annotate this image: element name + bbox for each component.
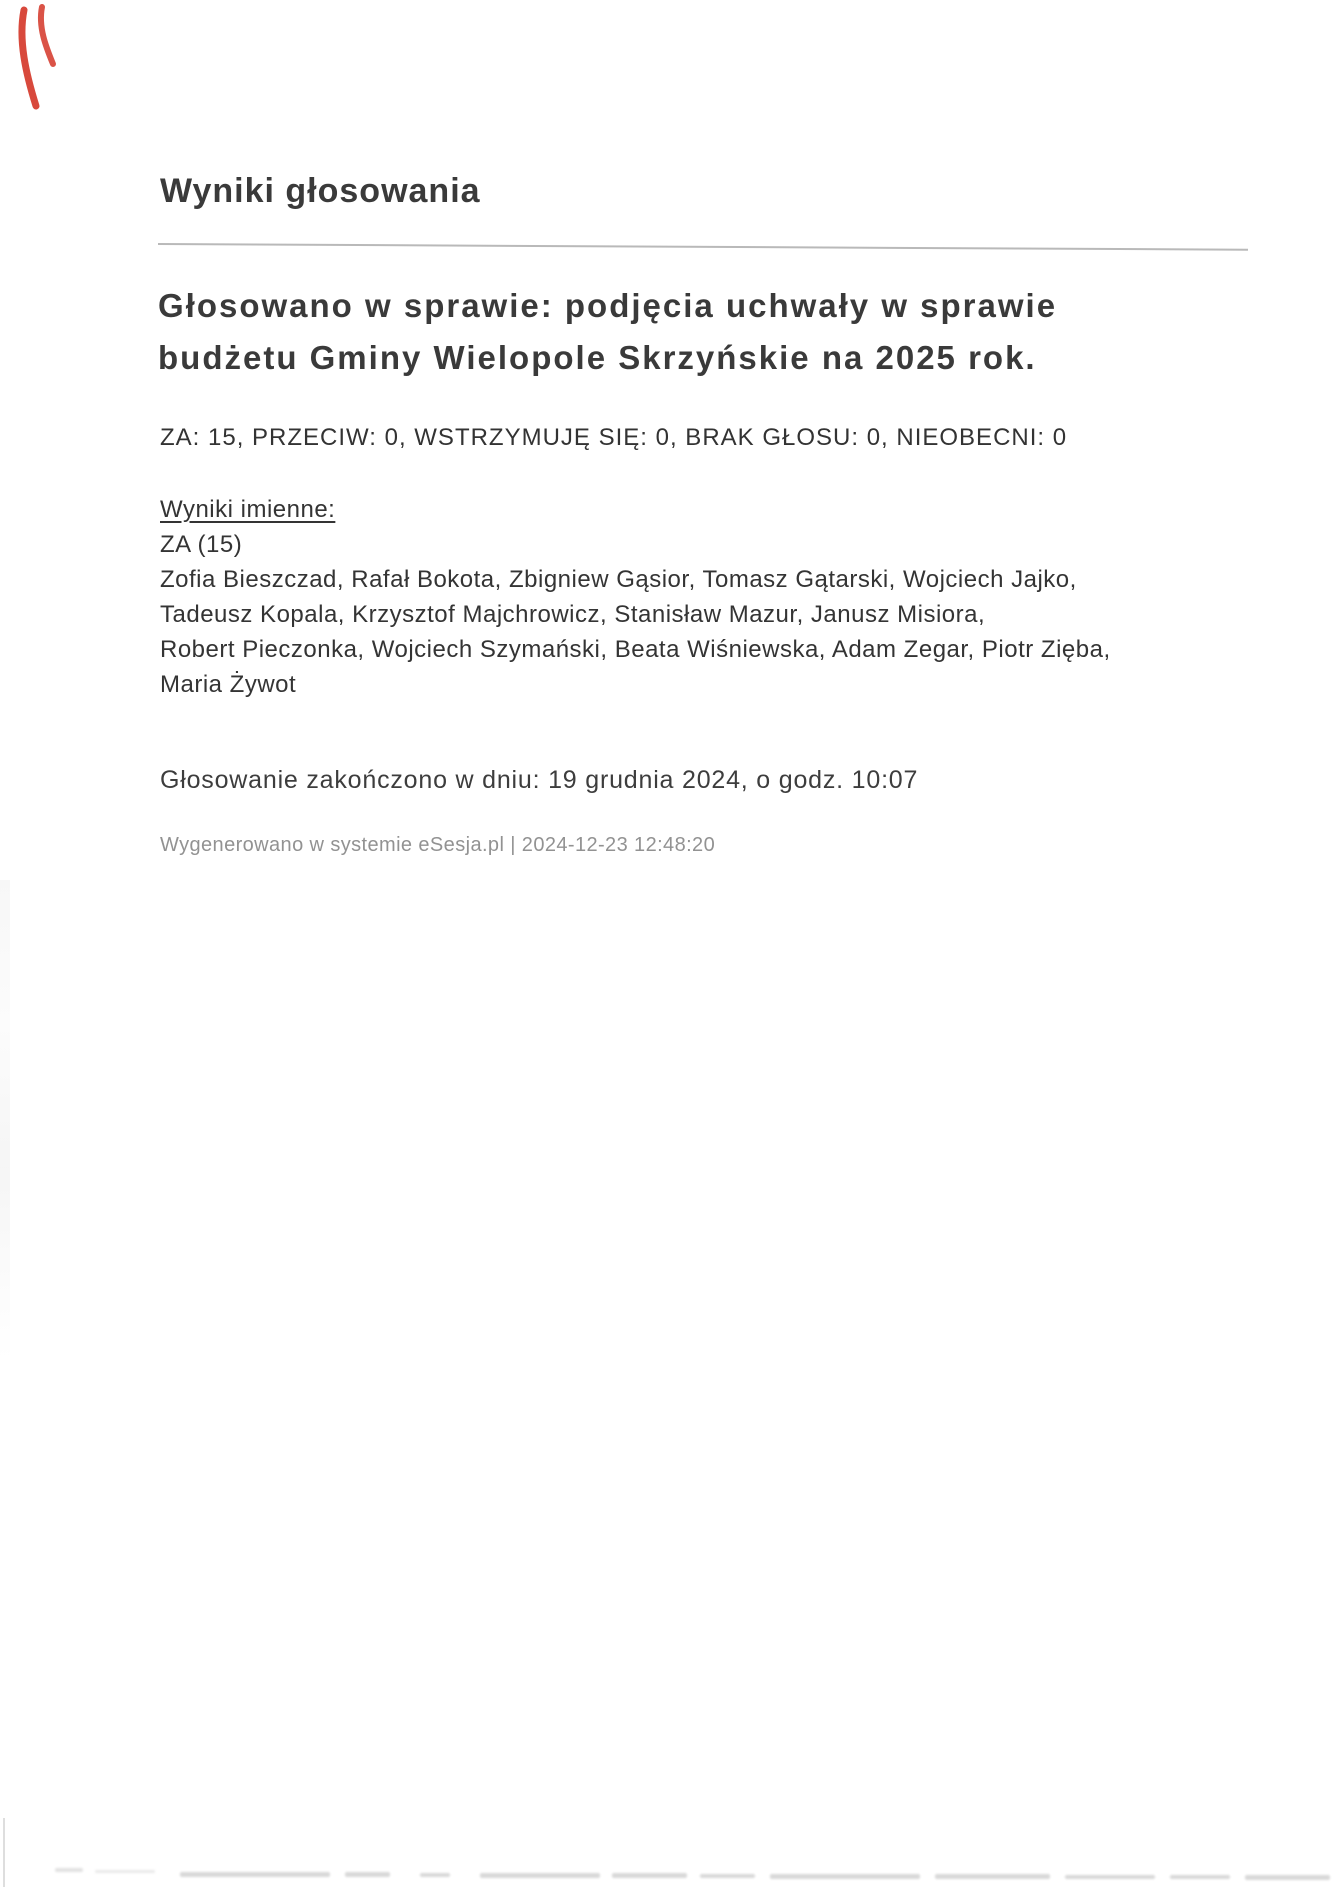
voter-names-line: Robert Pieczonka, Wojciech Szymański, Beata Wiśniewska, Adam Zegar, Piotr Zięba,	[160, 636, 1111, 663]
red-pen-scribble-artifact	[6, 2, 68, 120]
left-edge-scan-smudge	[0, 880, 10, 1360]
bottom-bleedthrough-artifacts	[0, 1862, 1334, 1887]
vote-subject-line-2: budżetu Gminy Wielopole Skrzyńskie na 2025 rok.	[158, 339, 1037, 376]
voter-names-line: Maria Żywot	[160, 671, 297, 698]
vote-subject-line-1: Głosowano w sprawie: podjęcia uchwały w sprawie	[158, 287, 1058, 324]
generated-by-footer: Wygenerowano w systemie eSesja.pl | 2024-12-23 12:48:20	[160, 834, 716, 856]
vote-subject-heading	[158, 280, 1278, 384]
title-divider-rule	[158, 243, 1248, 251]
vote-summary-counts: ZA: 15, PRZECIW: 0, WSTRZYMUJĘ SIĘ: 0, BRAK GŁOSU: 0, NIEOBECNI: 0	[160, 424, 1068, 451]
named-results-label: Wyniki imienne:	[160, 496, 336, 523]
page-title: Wyniki głosowania	[160, 172, 481, 210]
named-results-group-label: ZA (15)	[160, 531, 243, 558]
voter-names-line: Tadeusz Kopala, Krzysztof Majchrowicz, Stanisław Mazur, Janusz Misiora,	[160, 601, 986, 628]
voter-names-line: Zofia Bieszczad, Rafał Bokota, Zbigniew Gąsior, Tomasz Gątarski, Wojciech Jajko,	[160, 566, 1077, 593]
named-results-section	[160, 492, 1240, 702]
vote-closed-timestamp-line: Głosowanie zakończono w dniu: 19 grudnia 2024, o godz. 10:07	[160, 766, 919, 794]
